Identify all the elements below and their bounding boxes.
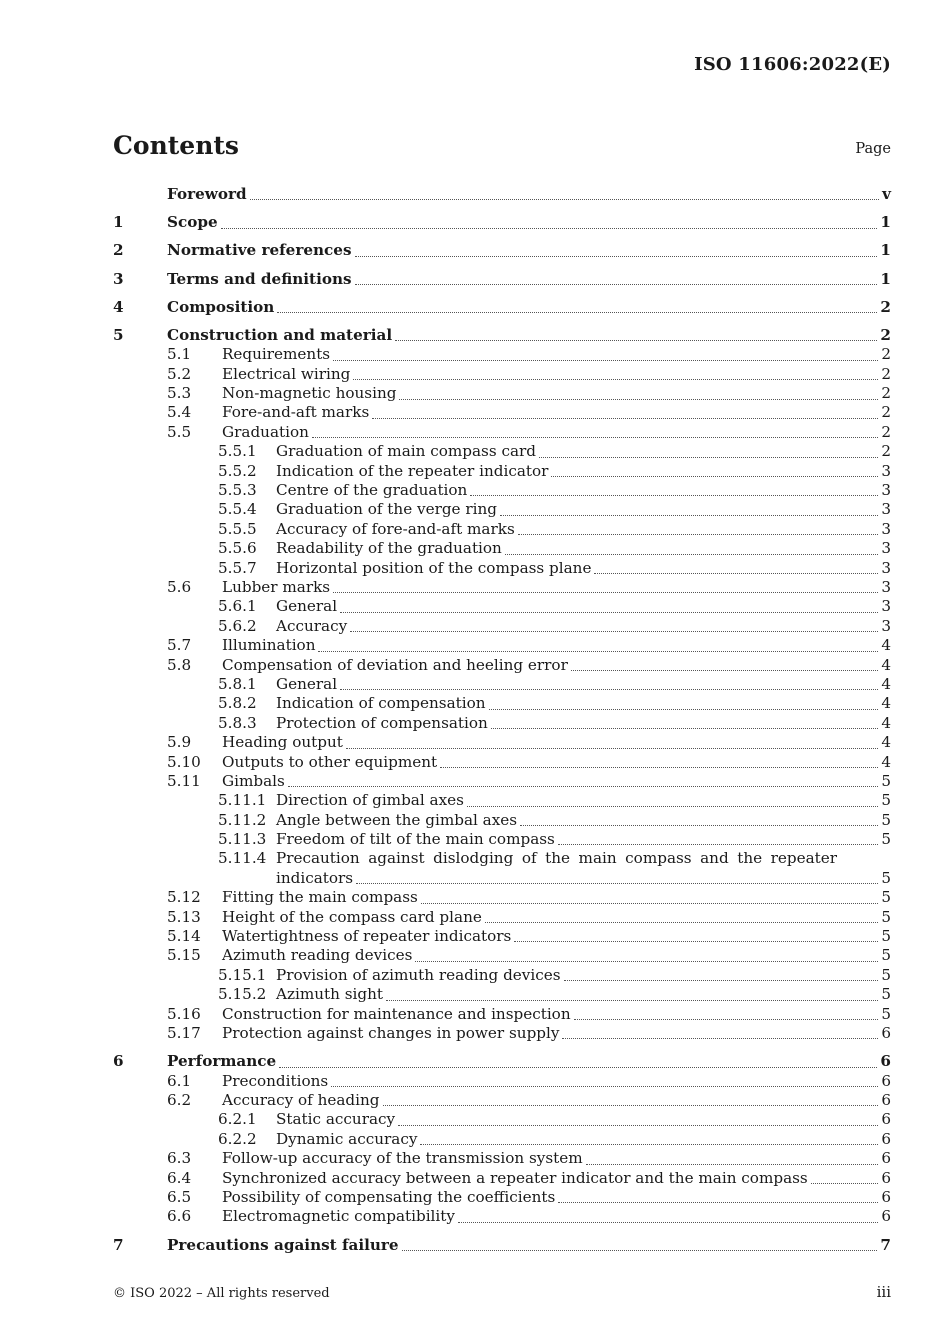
toc-entry-number: 5.8 [167, 655, 192, 674]
toc-entry[interactable] [113, 694, 891, 713]
toc-entry-number: 5.10 [167, 752, 201, 771]
toc-entry-page: 1 [880, 213, 891, 232]
dot-leader [420, 1143, 878, 1145]
dot-leader [372, 417, 878, 419]
toc-entry-page: 5 [881, 927, 891, 946]
toc-entry-number: 5.11.3 [218, 830, 267, 849]
dot-leader [574, 1018, 879, 1020]
toc-entry[interactable] [113, 1072, 891, 1091]
toc-entry-title: Height of the compass card plane [222, 907, 482, 926]
toc-entry-title: Accuracy of fore-and-aft marks [276, 519, 515, 538]
toc-entry-title: Follow-up accuracy of the transmission system [222, 1149, 583, 1168]
toc-entry-number: 5.11.1 [218, 791, 267, 810]
toc-entry[interactable] [113, 539, 891, 558]
dot-leader [811, 1182, 879, 1184]
toc-entry[interactable] [113, 1207, 891, 1226]
toc-entry-title: Requirements [222, 345, 331, 364]
toc-entry-title: General [276, 597, 338, 616]
toc-entry[interactable] [113, 830, 891, 849]
toc-entry[interactable] [113, 1130, 891, 1149]
toc-entry-page: 4 [881, 752, 891, 771]
dot-leader [340, 611, 878, 613]
dot-leader [467, 805, 878, 807]
toc-entry-title: Preconditions [222, 1071, 329, 1090]
toc-entry-page: 6 [881, 1168, 891, 1187]
toc-entry-number: 5.5.4 [218, 500, 257, 519]
toc-entry[interactable] [113, 1091, 891, 1110]
toc-entry[interactable] [113, 1005, 891, 1024]
toc-entry-page: 5 [881, 985, 891, 1004]
toc-entry-number: 6.2 [167, 1090, 192, 1109]
dot-leader [458, 1221, 878, 1223]
toc-entry-number: 7 [113, 1235, 124, 1254]
toc-entry-title: Angle between the gimbal axes [276, 810, 518, 829]
toc-entry-number: 5.1 [167, 345, 192, 364]
toc-entry-title: Fore-and-aft marks [222, 403, 370, 422]
toc-entry[interactable] [113, 442, 891, 461]
toc-entry-page: 5 [881, 830, 891, 849]
toc-entry-number: 5.8.3 [218, 713, 257, 732]
dot-leader [277, 311, 877, 313]
toc-entry[interactable] [113, 578, 891, 597]
toc-entry-page: 2 [881, 364, 891, 383]
toc-entry-number: 6.2.1 [218, 1110, 257, 1129]
toc-entry-title: Non-magnetic housing [222, 384, 397, 403]
toc-entry-page: 6 [881, 1090, 891, 1109]
toc-entry[interactable] [113, 423, 891, 442]
toc-entry-number: 5.2 [167, 364, 192, 383]
toc-entry[interactable] [113, 636, 891, 655]
toc-entry-page: 6 [881, 1207, 891, 1226]
toc-entry-title: Dynamic accuracy [276, 1129, 418, 1148]
toc-entry-number: 6.4 [167, 1168, 192, 1187]
toc-entry-page: 4 [881, 655, 891, 674]
toc-entry[interactable] [113, 675, 891, 694]
toc-entry[interactable] [113, 1110, 891, 1129]
dot-leader [514, 940, 878, 942]
toc-entry-title: Terms and definitions [167, 269, 352, 288]
dot-leader [353, 378, 878, 380]
dot-leader [594, 572, 878, 574]
toc-entry[interactable] [113, 326, 891, 345]
toc-entry[interactable] [113, 733, 891, 752]
toc-entry[interactable] [113, 500, 891, 519]
toc-entry-number: 5.5.2 [218, 461, 257, 480]
toc-entry-number: 5.6 [167, 578, 192, 596]
toc-entry-title: Indication of the repeater indicator [276, 461, 549, 480]
toc-entry-title: Electromagnetic compatibility [222, 1207, 455, 1226]
dot-leader [518, 533, 879, 535]
toc-entry-page: 5 [881, 771, 891, 790]
toc-entry[interactable] [113, 714, 891, 733]
dot-leader [312, 436, 878, 438]
dot-leader [558, 1201, 878, 1203]
table-of-contents [113, 185, 891, 1255]
toc-entry-number: 5.5.6 [218, 539, 257, 558]
contents-heading: Contents [113, 131, 240, 160]
toc-entry[interactable] [113, 849, 891, 888]
toc-entry-number: 5.6.1 [218, 597, 257, 616]
toc-entry-title: Composition [167, 297, 275, 316]
toc-entry-number: 5.11 [167, 771, 201, 790]
toc-entry-title: Scope [167, 213, 218, 232]
dot-leader [221, 227, 878, 229]
toc-entry-page: 5 [881, 1004, 891, 1023]
toc-entry-number: 2 [113, 241, 124, 260]
toc-entry-number: 5 [113, 325, 124, 344]
toc-entry-number: 5.15.1 [218, 965, 267, 984]
toc-entry-number: 6.6 [167, 1207, 192, 1226]
toc-entry-title: Illumination [222, 636, 316, 655]
toc-entry-number: 6.5 [167, 1187, 192, 1206]
toc-entry[interactable] [113, 345, 891, 364]
toc-entry[interactable] [113, 1188, 891, 1207]
dot-leader [386, 999, 878, 1001]
dot-leader [356, 882, 878, 884]
toc-entry-number: 5.13 [167, 907, 201, 926]
toc-entry[interactable] [113, 1236, 891, 1255]
dot-leader [331, 1085, 878, 1087]
toc-entry-number: 5.7 [167, 636, 192, 655]
toc-entry-title: Direction of gimbal axes [276, 791, 464, 810]
toc-entry-title: Precaution against dislodging of the main compass and the repeater [276, 849, 837, 868]
toc-entry-title: Lubber marks [222, 578, 331, 596]
toc-entry-title: Accuracy of heading [222, 1090, 380, 1109]
toc-entry-page: 1 [880, 241, 891, 260]
toc-entry-page: 3 [881, 578, 891, 596]
toc-entry-number: 5.5.1 [218, 442, 257, 461]
toc-entry[interactable] [113, 384, 891, 403]
toc-entry[interactable] [113, 1052, 891, 1071]
toc-entry-title: Outputs to other equipment [222, 752, 438, 771]
toc-entry[interactable] [113, 597, 891, 616]
toc-entry-number: 3 [113, 269, 124, 288]
toc-entry[interactable] [113, 185, 891, 204]
toc-entry[interactable] [113, 908, 891, 927]
toc-entry-page: 4 [881, 674, 891, 693]
toc-entry-number: 5.8.1 [218, 674, 257, 693]
toc-entry[interactable] [113, 559, 891, 578]
dot-leader [491, 727, 879, 729]
dot-leader [505, 553, 878, 555]
dot-leader [415, 960, 878, 962]
toc-entry[interactable] [113, 985, 891, 1004]
toc-entry-page: 2 [880, 297, 891, 316]
toc-entry-title: Azimuth reading devices [222, 946, 413, 965]
dot-leader [350, 630, 878, 632]
toc-entry-title: Normative references [167, 241, 352, 260]
toc-entry[interactable] [113, 927, 891, 946]
toc-entry-title: Graduation [222, 422, 309, 441]
dot-leader [402, 1249, 878, 1251]
toc-entry-title: Heading output [222, 733, 343, 752]
dot-leader [395, 339, 877, 341]
toc-entry-number: 6 [113, 1052, 124, 1071]
footer-copyright: © ISO 2022 – All rights reserved [113, 1286, 330, 1301]
toc-entry-page: 4 [881, 636, 891, 655]
toc-entry-title: Synchronized accuracy between a repeater indicator and the main compass [222, 1168, 808, 1187]
dot-leader [250, 198, 880, 200]
toc-entry-number: 5.17 [167, 1024, 201, 1042]
toc-entry-page: 5 [881, 907, 891, 926]
dot-leader [288, 785, 879, 787]
toc-entry-title: Provision of azimuth reading devices [276, 965, 561, 984]
toc-entry[interactable] [113, 1149, 891, 1168]
toc-entry-title: Compensation of deviation and heeling error [222, 655, 568, 674]
toc-entry-number: 5.14 [167, 927, 201, 946]
toc-entry[interactable] [113, 791, 891, 810]
toc-entry-page: v [882, 184, 891, 203]
toc-entry-page: 6 [881, 1149, 891, 1168]
toc-entry-title: Readability of the graduation [276, 539, 502, 558]
toc-entry-page: 6 [881, 1129, 891, 1148]
dot-leader [399, 398, 878, 400]
toc-entry[interactable] [113, 481, 891, 500]
dot-leader [520, 824, 878, 826]
toc-entry[interactable] [113, 1169, 891, 1188]
toc-entry-number: 5.5.5 [218, 519, 257, 538]
toc-entry-title: Centre of the graduation [276, 481, 468, 500]
toc-entry[interactable] [113, 811, 891, 830]
dot-leader [470, 494, 878, 496]
toc-entry-page: 6 [880, 1052, 891, 1071]
toc-entry-number: 5.8.2 [218, 694, 257, 713]
toc-entry-title-continuation: indicators [276, 868, 354, 887]
toc-entry-title: Fitting the main compass [222, 888, 418, 907]
dot-leader [500, 514, 878, 516]
dot-leader [333, 359, 878, 361]
toc-entry-page: 5 [881, 888, 891, 907]
toc-entry-title: Accuracy [276, 616, 348, 635]
toc-entry-number: 5.4 [167, 403, 192, 422]
toc-entry[interactable] [113, 520, 891, 539]
toc-entry-page: 5 [881, 868, 891, 887]
dot-leader [340, 688, 878, 690]
toc-entry-title: Watertightness of repeater indicators [222, 927, 512, 946]
toc-entry[interactable] [113, 656, 891, 675]
toc-entry-number: 5.15 [167, 946, 201, 965]
toc-entry-title: Protection against changes in power supply [222, 1024, 560, 1042]
dot-leader [383, 1104, 879, 1106]
toc-entry-number: 5.5.3 [218, 481, 257, 500]
dot-leader [318, 650, 878, 652]
toc-entry-page: 4 [881, 694, 891, 713]
toc-entry[interactable] [113, 888, 891, 907]
toc-entry-page: 3 [881, 616, 891, 635]
toc-entry-number: 6.1 [167, 1071, 192, 1090]
toc-entry-page: 5 [881, 791, 891, 810]
toc-entry-title: Performance [167, 1052, 277, 1071]
toc-entry[interactable] [113, 1024, 891, 1043]
toc-entry-page: 6 [881, 1187, 891, 1206]
toc-entry-page: 7 [880, 1235, 891, 1254]
toc-entry-number: 5.11.2 [218, 810, 267, 829]
dot-leader [333, 591, 878, 593]
toc-entry-number: 5.6.2 [218, 616, 257, 635]
dot-leader [562, 1037, 878, 1039]
dot-leader [346, 747, 878, 749]
toc-entry-number: 5.15.2 [218, 985, 267, 1004]
dot-leader [440, 766, 878, 768]
dot-leader [489, 708, 879, 710]
dot-leader [558, 843, 878, 845]
toc-entry-title: Protection of compensation [276, 713, 488, 732]
toc-entry-number: 5.3 [167, 384, 192, 403]
page-column-label: Page [855, 141, 891, 157]
toc-entry[interactable] [113, 270, 891, 289]
toc-entry-title: Graduation of main compass card [276, 442, 537, 461]
dot-leader [571, 669, 879, 671]
toc-entry-page: 6 [881, 1110, 891, 1129]
toc-entry-title: Foreword [167, 184, 247, 203]
toc-entry-title: Possibility of compensating the coefficients [222, 1187, 556, 1206]
toc-entry-number: 5.9 [167, 733, 192, 752]
document-identifier: ISO 11606:2022(E) [694, 54, 891, 75]
toc-entry-page: 2 [881, 345, 891, 364]
dot-leader [421, 902, 878, 904]
toc-entry-number: 6.3 [167, 1149, 192, 1168]
toc-entry-number: 5.5 [167, 422, 192, 441]
toc-entry-page: 3 [881, 481, 891, 500]
toc-entry-title: Construction and material [167, 325, 393, 344]
toc-entry-title: Freedom of tilt of the main compass [276, 830, 555, 849]
toc-entry[interactable] [113, 298, 891, 317]
toc-entry-title: Construction for maintenance and inspection [222, 1004, 571, 1023]
toc-entry[interactable] [113, 462, 891, 481]
toc-entry[interactable] [113, 966, 891, 985]
dot-leader [539, 456, 878, 458]
toc-entry-title: Indication of compensation [276, 694, 486, 713]
toc-entry-page: 2 [881, 422, 891, 441]
toc-entry-number: 5.5.7 [218, 558, 257, 577]
toc-entry-page: 2 [881, 384, 891, 403]
toc-entry-page: 3 [881, 597, 891, 616]
toc-entry-title: Horizontal position of the compass plane [276, 558, 592, 577]
toc-entry[interactable] [113, 946, 891, 965]
toc-entry-page: 2 [880, 325, 891, 344]
toc-entry-page: 3 [881, 500, 891, 519]
toc-entry-page: 6 [881, 1071, 891, 1090]
toc-entry[interactable] [113, 404, 891, 423]
toc-entry-number: 1 [113, 213, 124, 232]
footer-page-number: iii [876, 1283, 891, 1301]
toc-entry-page: 2 [881, 442, 891, 461]
toc-entry-page: 6 [881, 1024, 891, 1042]
toc-entry-page: 3 [881, 461, 891, 480]
toc-entry-title: Azimuth sight [276, 985, 383, 1004]
toc-entry-number: 4 [113, 297, 124, 316]
toc-entry-page: 2 [881, 403, 891, 422]
toc-entry-number: 5.12 [167, 888, 201, 907]
dot-leader [586, 1163, 879, 1165]
dot-leader [564, 979, 879, 981]
toc-entry[interactable] [113, 753, 891, 772]
dot-leader [355, 255, 878, 257]
toc-entry-title: Graduation of the verge ring [276, 500, 497, 519]
dot-leader [279, 1066, 877, 1068]
toc-entry-page: 4 [881, 713, 891, 732]
toc-entry-number: 5.11.4 [218, 849, 267, 868]
dot-leader [398, 1124, 878, 1126]
toc-entry-page: 5 [881, 946, 891, 965]
toc-entry-number: 6.2.2 [218, 1129, 257, 1148]
toc-entry-title: Static accuracy [276, 1110, 396, 1129]
toc-entry-number: 5.16 [167, 1004, 201, 1023]
toc-entry[interactable] [113, 365, 891, 384]
toc-entry[interactable] [113, 241, 891, 260]
toc-entry[interactable] [113, 213, 891, 232]
toc-entry-page: 5 [881, 810, 891, 829]
toc-entry[interactable] [113, 617, 891, 636]
toc-entry-page: 3 [881, 519, 891, 538]
toc-entry-page: 3 [881, 558, 891, 577]
dot-leader [551, 475, 878, 477]
toc-entry-page: 1 [880, 269, 891, 288]
dot-leader [485, 921, 878, 923]
toc-entry[interactable] [113, 772, 891, 791]
toc-entry-title: General [276, 674, 338, 693]
toc-entry-title: Electrical wiring [222, 364, 351, 383]
toc-entry-page: 5 [881, 965, 891, 984]
toc-entry-page: 3 [881, 539, 891, 558]
toc-entry-page: 4 [881, 733, 891, 752]
dot-leader [355, 283, 878, 285]
toc-entry-title: Precautions against failure [167, 1235, 399, 1254]
toc-entry-title: Gimbals [222, 771, 285, 790]
